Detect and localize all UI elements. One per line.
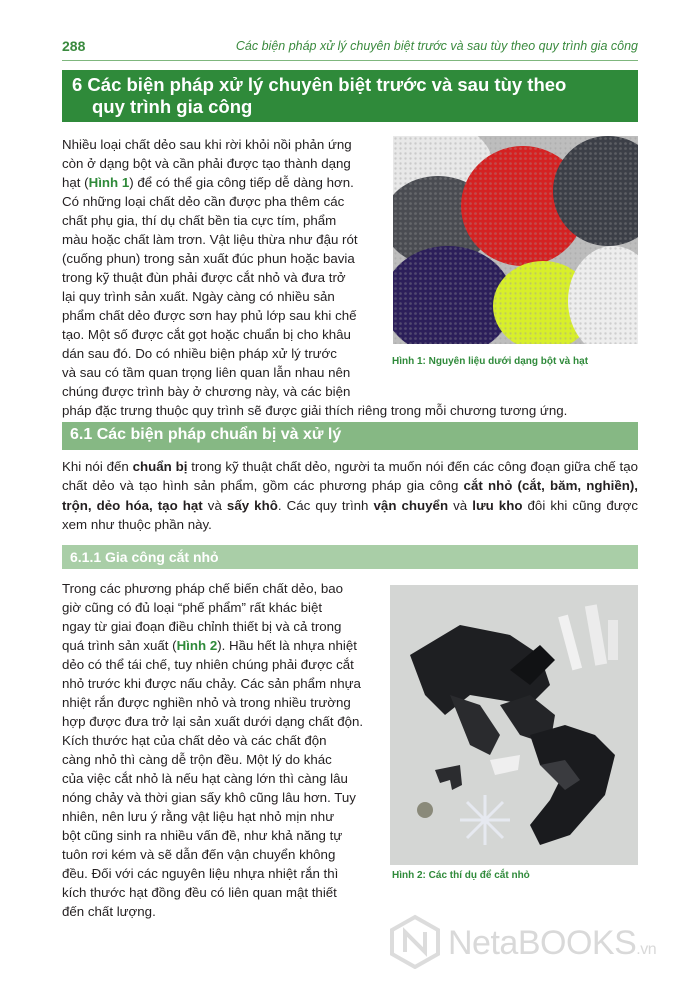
section-6-1-title: 6.1 Các biện pháp chuẩn bị và xử lý [70, 426, 342, 443]
section-6-1-1-title: 6.1.1 Gia công cắt nhỏ [70, 549, 219, 565]
section-6-1-heading-bar [62, 422, 638, 450]
chapter-heading-bar [62, 70, 638, 122]
body-line: dẻo có thể tái chế, tuy nhiên chúng phải được cắt [62, 657, 354, 672]
body-line: nóng chảy và thời gian sấy khô cũng lâu hơn. Tuy [62, 790, 356, 805]
body-line: của việc cắt nhỏ là nếu hạt càng lớn thì càng lâu [62, 771, 348, 786]
figure-2-cutting-examples-image [390, 585, 638, 865]
intro-line: và sau có tầm quan trọng liên quan lẫn nhau nên [62, 365, 351, 380]
intro-line: màu hoặc chất làm trơn. Vật liệu thừa như đậu rót [62, 232, 358, 247]
body-line: Trong các phương pháp chế biến chất dẻo, bao [62, 581, 344, 596]
body-line: càng nhỏ thì càng dễ trộn đều. Một lý do khác [62, 752, 332, 767]
intro-line: tạo. Một số được cắt gọt hoặc chuẩn bị cho khâu [62, 327, 351, 342]
section-6-1-paragraph: Khi nói đến chuẩn bị trong kỹ thuật chất dẻo, người ta muốn nói đến các công đoạn giữa chế tạo chất dẻo và tạo hình sản phẩm, gồm các phương pháp gia công cắt nhỏ (cắt, băm, nghiền), trộn, dẻo hóa, tạo hạt và sấy khô. Các quy trình vận chuyển và lưu kho đôi khi cũng được xem như thuộc phần này. [62, 459, 639, 533]
netabooks-logo-icon [388, 914, 443, 969]
chapter-title-line-1: 6 Các biện pháp xử lý chuyên biệt trước và sau tùy theo [72, 74, 567, 95]
body-line: đến chất lượng. [62, 904, 156, 919]
page-number: 288 [62, 38, 86, 54]
body-line: tuôn rơi kém và sẽ dẫn đến vận chuyển không [62, 847, 336, 862]
netabooks-watermark-logo [388, 912, 688, 972]
intro-line: hạt (Hình 1) để có thể gia công tiếp dễ dàng hơn. [62, 175, 354, 190]
intro-line: Có những loại chất dẻo cần được pha thêm các [62, 194, 345, 209]
figure-1-caption: Hình 1: Nguyên liệu dưới dạng bột và hạt [392, 356, 589, 367]
body-line: quá trình sản xuất (Hình 2). Hầu hết là nhựa nhiệt [62, 638, 357, 653]
intro-line: chúng được trình bày ở chương này, và các biện [62, 384, 351, 399]
running-header [62, 36, 638, 58]
body-line: kích thước hạt đồng đều có liên quan mật thiết [62, 885, 337, 900]
figure-1-reference[interactable]: Hình 1 [88, 175, 130, 190]
chapter-title [72, 74, 628, 118]
intro-line: phẩm chất dẻo được sơn hay phủ lớp sau khi chế [62, 308, 357, 323]
section-6-1-1-heading-bar [62, 545, 638, 569]
header-divider [62, 60, 638, 61]
body-line: nhiên, nên lưu ý rằng vật liệu hạt nhỏ mịn như [62, 809, 335, 824]
intro-line: Nhiều loại chất dẻo sau khi rời khỏi nồi phản ứng [62, 137, 352, 152]
watermark-text: NetaBOOKS.vn [448, 924, 657, 962]
body-line: nhiệt rắn được nghiền nhỏ và trong nhiều trường [62, 695, 351, 710]
running-title: Các biện pháp xử lý chuyên biệt trước và sau tùy theo quy trình gia công [235, 39, 638, 53]
body-line: ngay từ giai đoạn điều chỉnh thiết bị và cả trong [62, 619, 342, 634]
intro-line: dán sau đó. Do có nhiều biện pháp xử lý trước [62, 346, 337, 361]
intro-line: lại quy trình sản xuất. Ngày càng có nhiều sản [62, 289, 335, 304]
figure-1-plastic-granules-image [393, 136, 638, 344]
star-wheel-part [460, 795, 510, 845]
body-line: nhỏ trước khi được nấu chảy. Các sản phẩm nhựa [62, 676, 361, 691]
body-line: bột cũng sinh ra nhiều vấn đề, như khả năng tự [62, 828, 343, 843]
body-line: giờ cũng có đủ loại “phế phẩm” rất khác biệt [62, 600, 323, 615]
intro-line: chất phụ gia, thí dụ chất bền tia cực tím, phẩm [62, 213, 337, 228]
chapter-title-line-2: quy trình gia công [92, 96, 253, 117]
body-line: Kích thước hạt của chất dẻo và các chất độn [62, 733, 327, 748]
intro-line: còn ở dạng bột và cần phải được tạo thành dạng [62, 156, 351, 171]
intro-line: pháp đặc trưng thuộc quy trình sẽ được giải thích riêng trong mỗi chương tương ứng. [62, 403, 568, 418]
intro-line: trong kỹ thuật đùn phải được cắt nhỏ và đưa trở [62, 270, 346, 285]
figure-2-reference[interactable]: Hình 2 [176, 638, 218, 653]
figure-2-caption: Hình 2: Các thí dụ để cắt nhỏ [392, 870, 530, 881]
intro-line: (cuống phun) trong sản xuất đúc phun hoặc bavia [62, 251, 355, 266]
body-line: đều. Đối với các nguyên liệu nhựa nhiệt rắn thì [62, 866, 339, 881]
body-line: hợp được đưa trở lại sản xuất dưới dạng chất độn. [62, 714, 364, 729]
